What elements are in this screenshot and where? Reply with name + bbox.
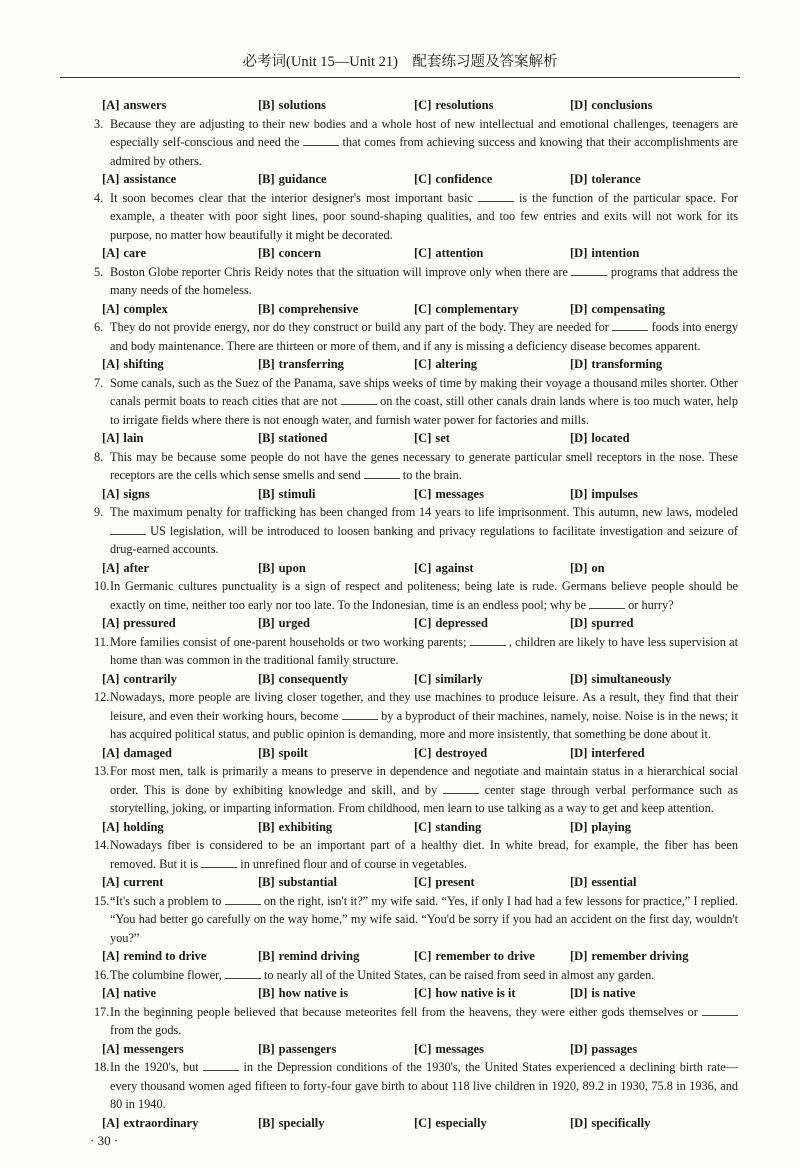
question-text-after: US legislation, will be introduced to loosen banking and privacy regulations to facilitate investigation and seizure of drug-earned accounts. xyxy=(110,523,738,556)
option-b[interactable]: [B] urged xyxy=(258,616,310,630)
option-b[interactable]: [B] substantial xyxy=(258,875,338,889)
question-number: 9. xyxy=(94,505,104,519)
answer-blank[interactable] xyxy=(341,394,377,405)
question-item xyxy=(94,1003,738,1059)
question-number: 12. xyxy=(94,690,110,704)
answer-options xyxy=(94,818,738,837)
option-b[interactable]: [B] passengers xyxy=(258,1041,337,1056)
option-b[interactable]: [B] exhibiting xyxy=(258,819,333,834)
option-c[interactable]: [C] similarly xyxy=(414,671,483,686)
option-c[interactable]: [C] standing xyxy=(414,819,482,834)
question-text-before: “It's such a problem to xyxy=(110,893,222,908)
answer-blank[interactable] xyxy=(110,524,146,535)
answer-options xyxy=(94,170,738,189)
question-text xyxy=(94,1058,738,1114)
answer-options xyxy=(94,947,738,966)
question-item xyxy=(94,189,738,263)
question-text-before: They do not provide energy, nor do they construct or build any part of the body. They are needed for xyxy=(110,320,609,334)
answer-blank[interactable] xyxy=(443,783,479,794)
option-b[interactable]: [B] upon xyxy=(258,560,306,575)
question-text-before: In the beginning people believed that because meteorites fell from the heavens, they were either gods themselves or xyxy=(110,1004,698,1019)
answer-blank[interactable] xyxy=(702,1005,738,1016)
question-number: 6. xyxy=(94,320,104,334)
question-item xyxy=(94,966,738,1003)
answer-options xyxy=(94,744,738,763)
option-b[interactable]: [B] stationed xyxy=(258,431,328,445)
option-a[interactable]: [A] lain xyxy=(102,431,144,445)
answer-blank[interactable] xyxy=(201,857,237,868)
option-b[interactable]: [B] spoilt xyxy=(258,745,308,760)
answer-options xyxy=(94,485,738,504)
option-a[interactable]: [A] contrarily xyxy=(102,671,177,686)
option-a[interactable]: [A] pressured xyxy=(102,616,176,630)
question-text-before: Nowadays fiber is considered to be an important part of a healthy diet. In white bread, for example, the fiber has been removed. But it is xyxy=(110,838,738,871)
answer-options xyxy=(94,559,738,578)
option-a[interactable]: [A] remind to drive xyxy=(102,949,207,963)
option-a[interactable]: [A] holding xyxy=(102,819,164,834)
question-text xyxy=(94,577,738,614)
option-c[interactable]: [C] resolutions xyxy=(414,98,494,112)
option-c[interactable]: [C] destroyed xyxy=(414,745,488,760)
question-text-after: to the brain. xyxy=(402,468,462,482)
option-d[interactable]: [D] essential xyxy=(570,875,637,889)
option-d[interactable]: [D] located xyxy=(570,431,630,445)
option-c[interactable]: [C] attention xyxy=(414,246,484,260)
question-text-before: It soon becomes clear that the interior designer's most important basic xyxy=(110,190,473,205)
question-text xyxy=(94,892,738,948)
option-d[interactable]: [D] playing xyxy=(570,819,631,834)
option-c[interactable]: [C] confidence xyxy=(414,172,493,186)
questions-container xyxy=(94,96,738,1132)
option-b[interactable]: [B] guidance xyxy=(258,172,327,186)
question-text xyxy=(94,836,738,873)
option-b[interactable]: [B] remind driving xyxy=(258,949,360,963)
answer-options xyxy=(94,873,738,892)
option-c[interactable]: [C] how native is it xyxy=(414,986,516,1000)
option-d[interactable]: [D] remember driving xyxy=(570,949,689,963)
question-item xyxy=(94,688,738,762)
option-d[interactable]: [D] is native xyxy=(570,986,636,1000)
answer-blank[interactable] xyxy=(612,320,648,331)
answer-options xyxy=(94,429,738,448)
question-item xyxy=(94,318,738,374)
question-text xyxy=(94,263,738,300)
question-text-after: foods into energy and body maintenance. There are thirteen or more of them, and if any is missing a deficiency disease becomes apparent. xyxy=(110,320,739,353)
option-d[interactable]: [D] impulses xyxy=(570,486,638,501)
option-c[interactable]: [C] especially xyxy=(414,1115,487,1130)
question-text-after: programs that address the many needs of the homeless. xyxy=(110,264,739,297)
answer-options xyxy=(94,1114,738,1133)
option-a[interactable]: [A] care xyxy=(102,246,147,260)
option-a[interactable]: [A] messengers xyxy=(102,1041,184,1056)
option-c[interactable]: [C] against xyxy=(414,560,474,575)
question-text-before: For most men, talk is primarily a means to preserve in dependence and negotiate and maintain status in a hierarchical social order. This is done by exhibiting knowledge and skill, and by xyxy=(110,764,738,797)
question-text-before: This may be because some people do not have the genes necessary to generate particular smell receptors in the nose. These receptors are the cells which sense smells and send xyxy=(110,449,738,482)
option-c[interactable]: [C] messages xyxy=(414,486,484,501)
option-d[interactable]: [D] tolerance xyxy=(570,172,641,186)
question-text-before: Some canals, such as the Suez of the Panama, save ships weeks of time by making their voyage a thousand miles shorter. Other canals permit boats to reach cities that are not xyxy=(110,375,738,408)
first-options xyxy=(94,96,738,115)
option-a[interactable]: [A] complex xyxy=(102,301,168,316)
option-b[interactable]: [B] consequently xyxy=(258,671,349,686)
question-text xyxy=(94,1003,738,1040)
question-text-before: In Germanic cultures punctuality is a sign of respect and politeness; being late is rude. Germans believe people should be exactly on time, neither too early nor too late. To the Indonesian, time is an endless pool; why be xyxy=(110,579,738,612)
question-text-before: In the 1920's, but xyxy=(110,1060,199,1074)
option-d[interactable]: [D] compensating xyxy=(570,301,665,316)
option-a[interactable]: [A] signs xyxy=(102,486,150,501)
option-b[interactable]: [B] specially xyxy=(258,1115,325,1130)
question-text xyxy=(94,503,738,559)
option-a[interactable]: [A] shifting xyxy=(102,357,164,371)
question-text-before: The maximum penalty for trafficking has been changed from 14 years to life imprisonment. This autumn, new laws, modeled xyxy=(110,505,738,519)
question-text-before: Boston Globe reporter Chris Reidy notes that the situation will improve only when there are xyxy=(110,264,568,279)
question-number: 8. xyxy=(94,449,104,464)
question-text-after: on the coast, still other canals drain lands where is too much water, help to irrigate fields where there is not enough water, and furnish water power for factories and mills. xyxy=(110,394,738,427)
question-text xyxy=(94,966,738,985)
option-c[interactable]: [C] set xyxy=(414,431,450,445)
option-b[interactable]: [B] how native is xyxy=(258,986,349,1000)
question-item xyxy=(94,115,738,189)
question-text-after: is the function of the particular space. For example, a theater with poor sight lines, poor sound-shaping qualities, and too few entries and exits will not work for its purpose, no matter how beautifully it might be decorated. xyxy=(110,190,738,242)
answer-blank[interactable] xyxy=(571,265,607,276)
option-d[interactable]: [D] passages xyxy=(570,1041,638,1056)
answer-blank[interactable] xyxy=(342,709,378,720)
question-number: 7. xyxy=(94,375,104,390)
option-a[interactable]: [A] answers xyxy=(102,98,167,112)
question-text xyxy=(94,115,738,171)
question-item xyxy=(94,263,738,319)
option-a[interactable]: [A] after xyxy=(102,560,150,575)
question-text xyxy=(94,318,738,355)
option-b[interactable]: [B] comprehensive xyxy=(258,301,359,316)
option-b[interactable]: [B] concern xyxy=(258,246,322,260)
answer-options xyxy=(94,984,738,1003)
question-item xyxy=(94,836,738,892)
question-text-after: in the Depression conditions of the 1930's, the United States experienced a declining birth rate—every thousand women aged fifteen to forty-four gave birth to about 118 live children in 1920, 89.2 in 1930, 75.8 in 1936, and 80 in 1940. xyxy=(110,1060,739,1111)
option-d[interactable]: [D] interfered xyxy=(570,745,645,760)
option-d[interactable]: [D] simultaneously xyxy=(570,671,672,686)
question-text-before: The columbine flower, xyxy=(110,967,222,982)
question-text-after: on the right, isn't it?” my wife said. “Yes, if only I had had a few lessons for practice,” I replied. “You had better go carefully on the way home,” my wife said. “You'd be sorry if you had an accident on the first day, wouldn't you?” xyxy=(110,893,739,945)
question-text xyxy=(94,448,738,485)
question-text-after: by a byproduct of their machines, namely, noise. Noise is in the news; it has acquired political status, and public opinion is demanding, more and more insistently, that something be done about it. xyxy=(110,708,739,741)
question-text xyxy=(94,762,738,818)
answer-options xyxy=(94,355,738,374)
option-a[interactable]: [A] extraordinary xyxy=(102,1115,199,1130)
option-d[interactable]: [D] spurred xyxy=(570,616,634,630)
answer-blank[interactable] xyxy=(225,894,261,905)
question-text-after: to nearly all of the United States, can be raised from seed in almost any garden. xyxy=(264,967,655,982)
question-text xyxy=(94,688,738,744)
question-number: 14. xyxy=(94,838,110,852)
option-a[interactable]: [A] current xyxy=(102,875,164,889)
answer-blank[interactable] xyxy=(225,968,261,979)
option-c[interactable]: [C] depressed xyxy=(414,616,488,630)
question-item xyxy=(94,1058,738,1132)
question-text xyxy=(94,633,738,670)
question-number: 4. xyxy=(94,190,104,205)
option-c[interactable]: [C] complementary xyxy=(414,301,519,316)
question-item xyxy=(94,762,738,836)
answer-blank[interactable] xyxy=(364,468,400,479)
option-c[interactable]: [C] altering xyxy=(414,357,478,371)
option-c[interactable]: [C] present xyxy=(414,875,475,889)
option-d[interactable]: [D] intention xyxy=(570,246,640,260)
question-text-after: or hurry? xyxy=(628,597,674,612)
question-item xyxy=(94,577,738,633)
option-a[interactable]: [A] assistance xyxy=(102,172,177,186)
answer-blank[interactable] xyxy=(203,1060,239,1071)
question-number: 18. xyxy=(94,1060,110,1074)
question-text-after: from the gods. xyxy=(110,1023,182,1037)
question-number: 13. xyxy=(94,764,110,778)
question-item xyxy=(94,374,738,448)
question-number: 10. xyxy=(94,579,110,593)
option-c[interactable]: [C] remember to drive xyxy=(414,949,535,963)
answer-blank[interactable] xyxy=(470,635,506,646)
answer-blank[interactable] xyxy=(303,135,339,146)
question-number: 16. xyxy=(94,967,110,982)
option-c[interactable]: [C] messages xyxy=(414,1041,484,1056)
question-text-before: Because they are adjusting to their new bodies and a whole host of new intellectual and emotional challenges, teenagers are especially self-conscious and need the xyxy=(110,116,738,149)
option-d[interactable]: [D] conclusions xyxy=(570,98,653,112)
page-number: · 30 · xyxy=(90,1133,119,1148)
question-text-after: , children are likely to have less supervision at home than was common in the traditional family structure. xyxy=(110,634,738,667)
option-d[interactable]: [D] on xyxy=(570,560,605,575)
question-text xyxy=(94,189,738,245)
answer-options xyxy=(94,670,738,689)
option-a[interactable]: [A] damaged xyxy=(102,745,172,760)
option-d[interactable]: [D] transforming xyxy=(570,357,663,371)
question-item xyxy=(94,892,738,966)
answer-options xyxy=(94,614,738,633)
question-list xyxy=(94,115,738,1133)
answer-blank[interactable] xyxy=(589,598,625,609)
question-text-after: that comes from achieving success and knowing that their accomplishments are admired by others. xyxy=(110,135,738,168)
question-number: 17. xyxy=(94,1004,110,1019)
question-number: 3. xyxy=(94,116,104,131)
question-text-before: More families consist of one-parent households or two working parents; xyxy=(110,634,467,649)
answer-options xyxy=(94,1040,738,1059)
answer-options xyxy=(94,300,738,319)
option-b[interactable]: [B] stimuli xyxy=(258,486,316,501)
page-header: 必考词(Unit 15—Unit 21) 配套练习题及答案解析 xyxy=(60,50,740,78)
question-text-after: center stage through verbal performance such as storytelling, joking, or imparting information. From childhood, men learn to use talking as a way to get and keep attention. xyxy=(110,782,739,815)
answer-blank[interactable] xyxy=(478,191,514,202)
question-item xyxy=(94,503,738,577)
question-number: 15. xyxy=(94,893,110,908)
option-b[interactable]: [B] solutions xyxy=(258,98,326,112)
option-b[interactable]: [B] transferring xyxy=(258,357,344,371)
question-item xyxy=(94,448,738,504)
question-text-before: Nowadays, more people are living closer together, and they use machines to produce leisure. As a result, they find that their leisure, and even their working hours, become xyxy=(110,690,738,723)
option-d[interactable]: [D] specifically xyxy=(570,1115,651,1130)
option-a[interactable]: [A] native xyxy=(102,986,156,1000)
question-item xyxy=(94,633,738,689)
question-number: 11. xyxy=(94,634,109,649)
question-text xyxy=(94,374,738,430)
answer-options xyxy=(94,244,738,263)
question-number: 5. xyxy=(94,264,104,279)
question-text-after: in unrefined flour and of course in vegetables. xyxy=(240,856,468,871)
